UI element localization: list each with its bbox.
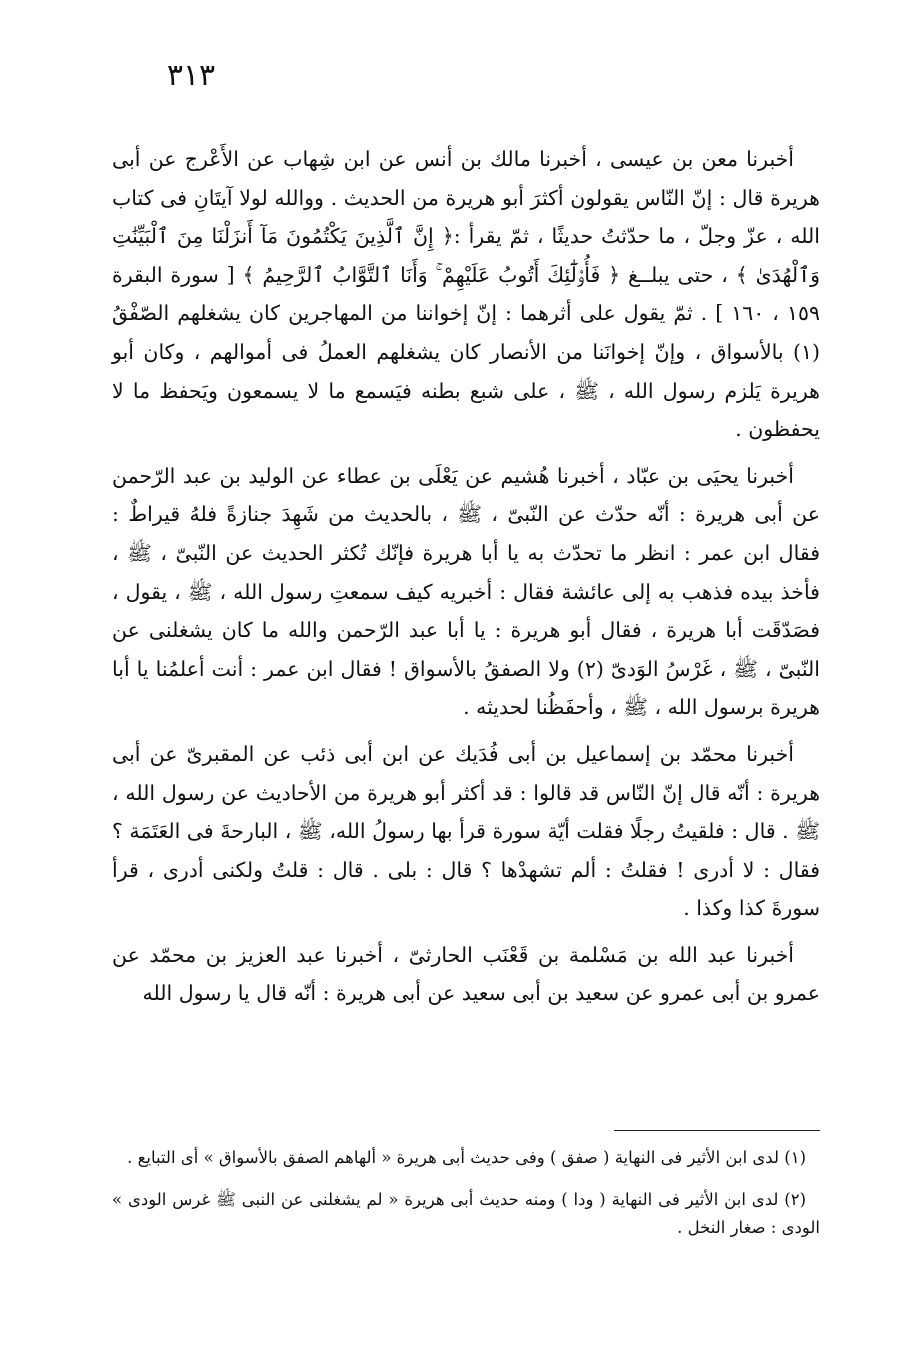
main-text	[112, 140, 820, 1021]
paragraph-4: أخبرنا عبد الله بن مَسْلمة بن قَعْنَب الحارثىّ ، أخبرنا عبد العزيز بن محمّد عن عمرو بن أبى عمرو عن سعيد بن أبى سعيد عن أبى هريرة : أنّه قال يا رسول الله	[112, 942, 820, 1006]
paragraph-1: أخبرنا معن بن عيسى ، أخبرنا مالك بن أنس عن ابن شِهاب عن الأَعْرج عن أبى هريرة قال : إنّ النّاس يقولون أكثرَ أبو هريرة من الحديث . ووالله لولا آيتَانِ فى كتاب الله ، عزّ وجلّ ، ما حدّثتُ حديثًا ، ثمّ يقرأ :﴿ إِنَّ ٱلَّذِينَ يَكْتُمُونَ مَآ أَنزَلْنَا مِنَ ٱلْبَيِّنَٰتِ وَٱلْهُدَىٰ ﴾ ، حتى يبلــغ ﴿ فَأُو۟لَٰٓئِكَ أَتُوبُ عَلَيْهِمْ ۚ وَأَنَا ٱلتَّوَّابُ ٱلرَّحِيمُ ﴾ [ سورة البقرة ١٥٩ ، ١٦٠ ] . ثمّ يقول على أثرهما : إنّ إخواننا من المهاجرين كان يشغلهم الصّفْقُ (١) بالأسواق ، وإنّ إخوانَنا من الأنصار كان يشغلهم العملُ فى أموالهم ، وكان أبو هريرة يَلزم رسول الله ، ﷺ ، على شبع بطنه فيَسمع ما لا يسمعون ويَحفظ ما لا يحفظون .	[112, 147, 820, 442]
footnotes	[112, 1144, 820, 1256]
footnote-1: (١) لدى ابن الأثير فى النهاية ( صفق ) وفى حديث أبى هريرة « ألهاهم الصفق بالأسواق » أى التبايع .	[127, 1148, 806, 1167]
paragraph-3: أخبرنا محمّد بن إسماعيل بن أبى فُدَيك عن ابن أبى ذئب عن المقبرىّ عن أبى هريرة : أنّه قال إنّ النّاس قد قالوا : قد أكثر أبو هريرة من الأحاديث عن رسول الله ، ﷺ . قال : فلقيتُ رجلًا فقلت أيّة سورة قرأ بها رسولُ الله، ﷺ ، البارحةَ فى العَتَمَة ؟ فقال : لا أدرى ! فقلتُ : ألم تشهدْها ؟ قال : بلى . قال : قلتُ ولكنى أدرى ، قرأ سورةَ كذا وكذا .	[112, 741, 820, 921]
footnote-separator	[614, 1130, 820, 1131]
page-number: ٣١٣	[166, 58, 216, 93]
paragraph-2: أخبرنا يحيَى بن عبّاد ، أخبرنا هُشيم عن يَعْلَى بن عطاء عن الوليد بن عبد الرّحمن عن أبى هريرة : أنّه حدّث عن النّبىّ ، ﷺ ، بالحديث من شَهِدَ جنازةً فلهُ قيراطٌ : فقال ابن عمر : انظر ما تحدّث به يا أبا هريرة فإنّك تُكثر الحديث عن النّبىّ ، ﷺ ، فأخذ بيده فذهب به إلى عائشة فقال : أخبريه كيف سمعتِ رسول الله ، ﷺ ، يقول ، فصَدّقَت أبا هريرة ، فقال أبو هريرة : يا أبا عبد الرّحمن والله ما كان يشغلنى عن النّبىّ ، ﷺ ، غَرْسُ الوَدىّ (٢) ولا الصفقُ بالأسواق ! فقال ابن عمر : أنت أعلمُنا يا أبا هريرة برسول الله ، ﷺ ، وأحفَظُنا لحديثه .	[112, 463, 821, 720]
footnote-2: (٢) لدى ابن الأثير فى النهاية ( ودا ) ومنه حديث أبى هريرة « لم يشغلنى عن النبى ﷺ غرس الودى » الودى : صغار النخل .	[112, 1190, 820, 1237]
